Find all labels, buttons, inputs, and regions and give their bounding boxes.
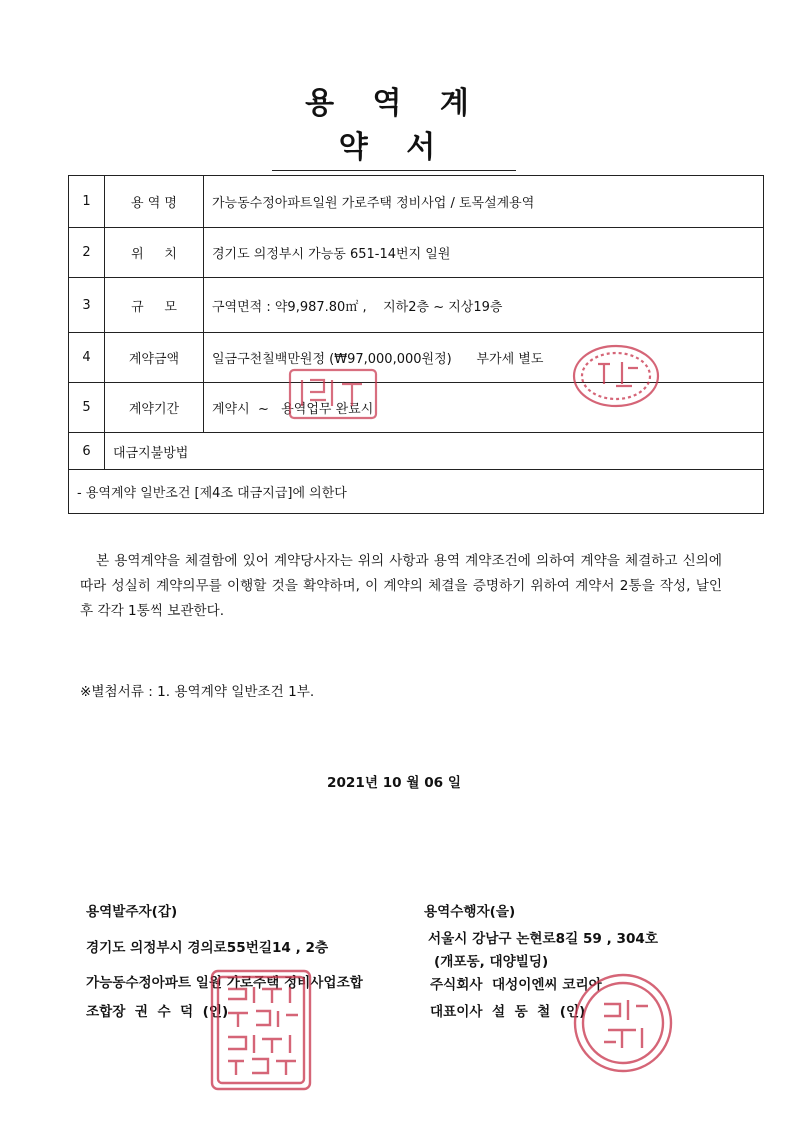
row-number: 5 (69, 383, 105, 433)
row-number: 2 (69, 228, 105, 278)
party-b-company: 주식회사 대성이엔씨 코리아 (430, 977, 602, 993)
row-label: 대금지불방법 (105, 433, 764, 470)
table-row (69, 278, 764, 333)
party-a-address: 경기도 의정부시 경의로55번길14 , 2층 (86, 940, 329, 956)
table-row (69, 228, 764, 278)
table-row (69, 176, 764, 228)
party-a-org: 가능동수정아파트 일원 가로주택 정비사업조합 (86, 975, 363, 991)
party-a-rep: 조합장 권 수 덕 (인) (86, 1004, 229, 1020)
row-number: 3 (69, 278, 105, 333)
payment-terms: - 용역계약 일반조건 [제4조 대금지급]에 의한다 (69, 470, 764, 514)
agreement-text: 본 용역계약을 체결함에 있어 계약당사자는 위의 사항과 용역 계약조건에 의하여 계약을 체결하고 신의에 따라 성실히 계약의무를 이행할 것을 확약하며, 이 계약의 체결을 증명하기 위하여 계약서 2통을 작성, 날인 후 각각 1통씩 보관한다. (80, 553, 722, 619)
row-value: 일금구천칠백만원정 (₩97,000,000원정) 부가세 별도 (204, 333, 764, 383)
party-b-address-detail: (개포동, 대양빌딩) (434, 954, 549, 970)
row-label: 용 역 명 (105, 176, 204, 228)
agreement-paragraph (80, 549, 722, 624)
row-number: 1 (69, 176, 105, 228)
table-row (69, 433, 764, 470)
row-value: 계약시 ~ 용역업무 완료시 (204, 383, 764, 433)
contract-date: 2021년 10 월 06 일 (327, 775, 461, 791)
document-title: 용 역 계 약 서 (272, 78, 516, 171)
party-b-heading: 용역수행자(을) (424, 904, 516, 920)
party-b-rep: 대표이사 설 동 철 (인) (430, 1004, 586, 1020)
row-label: 계약금액 (105, 333, 204, 383)
table-row (69, 383, 764, 433)
table-row (69, 333, 764, 383)
attachments-note: ※별첨서류 : 1. 용역계약 일반조건 1부. (80, 684, 315, 700)
row-value: 경기도 의정부시 가능동 651-14번지 일원 (204, 228, 764, 278)
row-label: 규 모 (105, 278, 204, 333)
row-label: 계약기간 (105, 383, 204, 433)
row-value: 가능동수정아파트일원 가로주택 정비사업 / 토목설계용역 (204, 176, 764, 228)
row-number: 4 (69, 333, 105, 383)
party-a-heading: 용역발주자(갑) (86, 904, 178, 920)
table-row (69, 470, 764, 514)
party-b-address: 서울시 강남구 논현로8길 59 , 304호 (428, 931, 659, 947)
contract-table (68, 175, 764, 514)
row-number: 6 (69, 433, 105, 470)
row-label: 위 치 (105, 228, 204, 278)
row-value: 구역면적 : 약9,987.80㎡ , 지하2층 ~ 지상19층 (204, 278, 764, 333)
